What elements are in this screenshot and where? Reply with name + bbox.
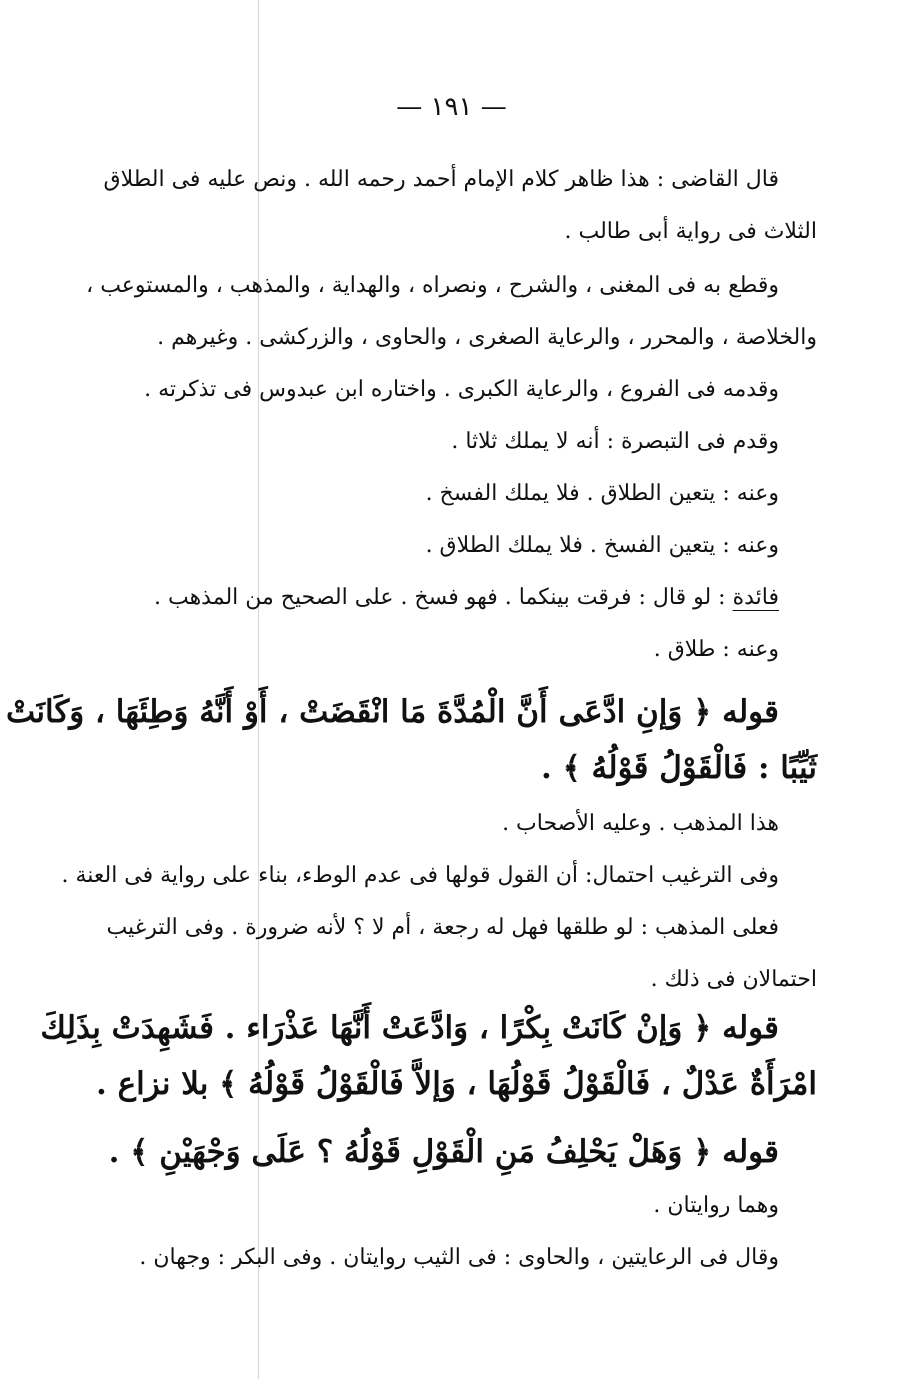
text-line: احتمالان فى ذلك . — [650, 967, 817, 992]
paragraph-judge-opinion — [103, 154, 817, 258]
quote-line: ثَيِّبًا : فَالْقَوْلُ قَوْلُهُ ﴾ . — [541, 750, 817, 786]
text-line: وفى الترغيب احتمال: أن القول قولها فى عدم الوطء، بناء على رواية فى العنة . — [61, 863, 779, 888]
text-line: وقال فى الرعايتين ، والحاوى : فى الثيب روايتان . وفى البكر : وجهان . — [139, 1245, 779, 1270]
quote-claim-period — [5, 684, 817, 796]
text-line: وعنه : يتعين الفسخ . فلا يملك الطلاق . — [425, 533, 779, 558]
text-line: قال القاضى : هذا ظاهر كلام الإمام أحمد رحمه الله . ونص عليه فى الطلاق — [103, 167, 779, 192]
text-line: وقدمه فى الفروع ، والرعاية الكبرى . واختاره ابن عبدوس فى تذكرته . — [144, 377, 779, 402]
quote-line: قوله ﴿ وَإنْ كَانَتْ بِكْرًا ، وَادَّعَتْ أَنَّهَا عَذْرَاء . فَشَهِدَتْ بِذَلِكَ — [40, 1010, 779, 1046]
paragraph-madhhab — [61, 798, 817, 1006]
benefit-text: : لو قال : فرقت بينكما . فهو فسخ . على الصحيح من المذهب . — [153, 585, 733, 610]
text-line: الثلاث فى رواية أبى طالب . — [564, 219, 817, 244]
quote-line: قوله ﴿ وَإنِ ادَّعَى أَنَّ الْمُدَّةَ مَا انْقَضَتْ ، أَوْ أَنَّهُ وَطِئَهَا ، وَكَانَتْ — [5, 694, 779, 730]
text-line: وهما روايتان . — [653, 1193, 779, 1218]
text-line: وعنه : يتعين الطلاق . فلا يملك الفسخ . — [425, 481, 779, 506]
quote-virgin-claim — [40, 1000, 817, 1112]
text-line: فعلى المذهب : لو طلقها فهل له رجعة ، أم لا ؟ لأنه ضرورة . وفى الترغيب — [106, 915, 779, 940]
quote-line: قوله ﴿ وَهَلْ يَحْلِفُ مَنِ الْقَوْلِ قَوْلُهُ ؟ عَلَى وَجْهَيْنِ ﴾ . — [108, 1134, 779, 1170]
text-line: وقطع به فى المغنى ، والشرح ، ونصراه ، والهداية ، والمذهب ، والمستوعب ، — [86, 273, 779, 298]
benefit-label: فائدة — [732, 585, 779, 610]
benefit-note-line — [153, 572, 817, 624]
text-line: والخلاصة ، والمحرر ، والرعاية الصغرى ، والحاوى ، والزركشى . وغيرهم . — [157, 325, 817, 350]
paragraph-sources — [86, 260, 817, 364]
quote-oath — [108, 1124, 817, 1180]
page-number: — ١٩١ — — [396, 92, 507, 122]
text-line: وعنه : طلاق . — [653, 637, 779, 662]
paragraph-opinions — [144, 364, 817, 676]
text-line: وقدم فى التبصرة : أنه لا يملك ثلاثا . — [451, 429, 779, 454]
text-line: هذا المذهب . وعليه الأصحاب . — [502, 811, 779, 836]
paragraph-narrations — [139, 1180, 817, 1284]
quote-line: امْرَأَةٌ عَدْلٌ ، فَالْقَوْلُ قَوْلُهَا ، وَإلاَّ فَالْقَوْلُ قَوْلُهُ ﴾ بلا نزاع . — [96, 1066, 817, 1102]
